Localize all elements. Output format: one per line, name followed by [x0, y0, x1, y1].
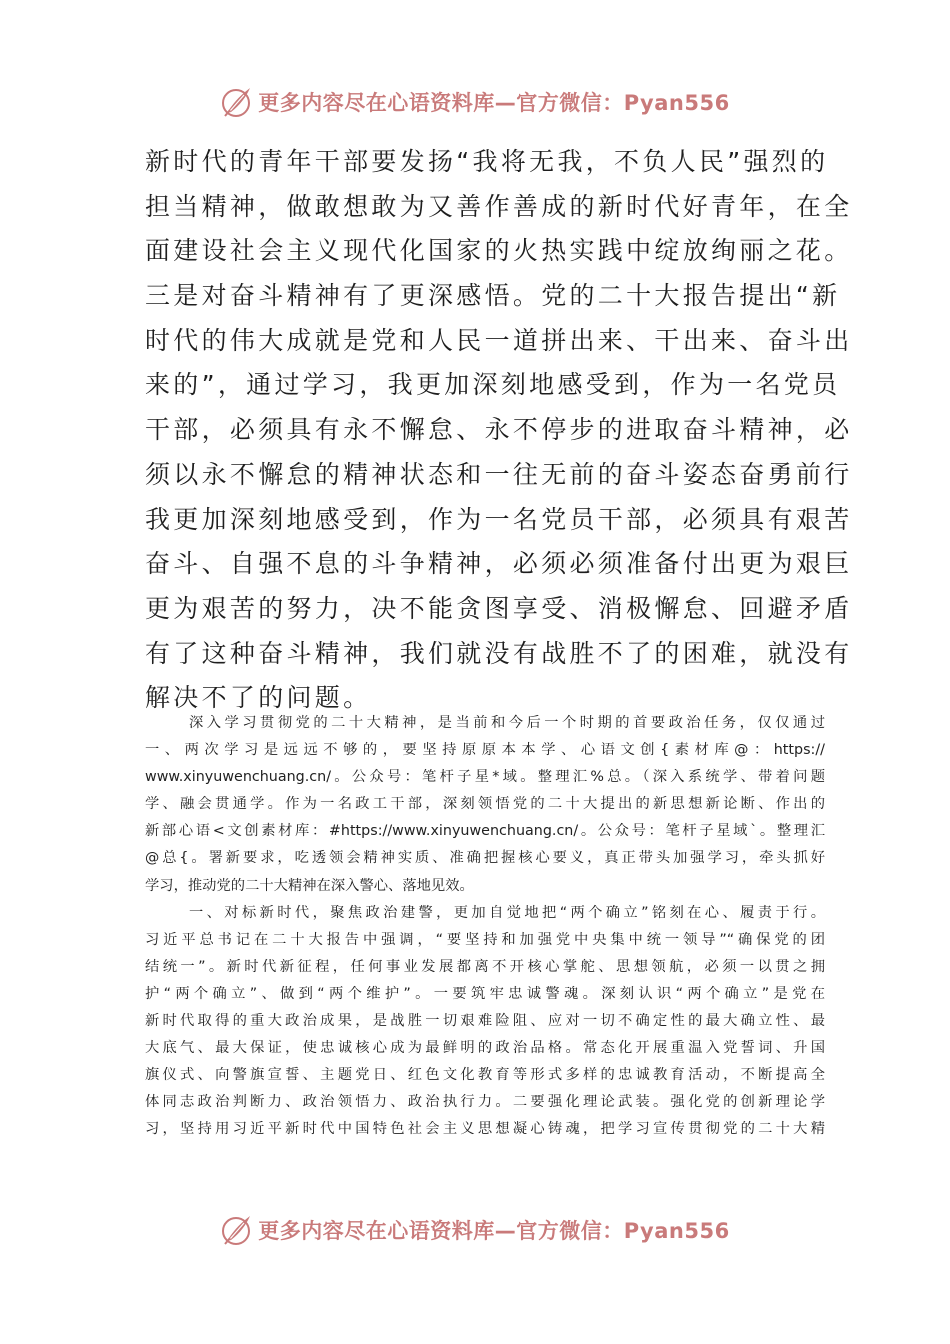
- text-line: www.xinyuwenchuang.cn/。公众号：笔杆子星*域。整理汇%总。（深入系统学、带着问题: [145, 769, 825, 786]
- text-line: 学、融会贯通学。作为一名政工干部，深刻领悟党的二十大提出的新思想新论断、作出的: [145, 796, 825, 813]
- text-line: 更为艰苦的努力，决不能贪图享受、消极懈怠、回避矛盾: [145, 593, 853, 623]
- text-line: 担当精神，做敢想敢为又善作善成的新时代好青年，在全: [145, 191, 853, 221]
- text-line: 奋斗、自强不息的斗争精神，必须必须准备付出更为艰巨: [145, 549, 853, 579]
- text-line: @总{。署新要求，吃透领会精神实质、准确把握核心要义，真正带头加强学习，牵头抓好: [145, 850, 825, 867]
- banner-text: 更多内容尽在心语资料库—官方微信：Pyan556: [258, 1219, 730, 1243]
- quill-pen-logo-icon: [220, 1213, 254, 1247]
- header-banner: [0, 82, 950, 122]
- text-line: 新时代的青年干部要发扬“我将无我，不负人民”强烈的: [145, 147, 829, 176]
- text-line: 来的”，通过学习，我更加深刻地感受到，作为一名党员: [145, 370, 841, 400]
- banner-text: 更多内容尽在心语资料库—官方微信：Pyan556: [258, 91, 730, 115]
- text-line: 体同志政治判断力、政治领悟力、政治执行力。二要强化理论武装。强化党的创新理论学: [145, 1094, 825, 1111]
- text-line: 学习，推动党的二十大精神在深入警心、落地见效。: [145, 877, 474, 894]
- text-line: 有了这种奋斗精神，我们就没有战胜不了的困难，就没有: [145, 638, 853, 668]
- quill-pen-logo-icon: [220, 85, 254, 119]
- paragraph-political-building: [145, 900, 825, 1144]
- text-line: 我更加深刻地感受到，作为一名党员干部，必须具有艰苦: [145, 504, 853, 534]
- text-line: 时代的伟大成就是党和人民一道拼出来、干出来、奋斗出: [145, 325, 853, 355]
- text-line: 习近平总书记在二十大报告中强调，“要坚持和加强党中央集中统一领导”“确保党的团: [145, 931, 825, 948]
- text-line: 干部，必须具有永不懈怠、永不停步的进取奋斗精神，必: [145, 415, 853, 445]
- text-line: 新时代取得的重大政治成果，是战胜一切艰难险阻、应对一切不确定性的最大确立性、最: [145, 1013, 825, 1030]
- text-line: 深入学习贯彻党的二十大精神，是当前和今后一个时期的首要政治任务，仅仅通过: [189, 715, 825, 731]
- text-line: 新部心语<文创素材库：#https://www.xinyuwenchuang.cn/。公众号：笔杆子星域`。整理汇: [145, 823, 825, 840]
- text-line: 解决不了的问题。: [145, 683, 372, 713]
- text-line: 面建设社会主义现代化国家的火热实践中绽放绚丽之花。: [145, 236, 853, 266]
- text-line: 习，坚持用习近平新时代中国特色社会主义思想凝心铸魂，把学习宣传贯彻党的二十大精: [145, 1121, 825, 1138]
- large-text-paragraph: [145, 140, 853, 721]
- text-line: 一、对标新时代，聚焦政治建警，更加自觉地把“两个确立”铭刻在心、履责于行。: [189, 904, 825, 921]
- text-line: 旗仪式、向警旗宣誓、主题党日、红色文化教育等形式多样的忠诚教育活动，不断提高全: [145, 1067, 825, 1084]
- text-line: 须以永不懈怠的精神状态和一往无前的奋斗姿态奋勇前行: [145, 459, 853, 489]
- text-line: 护“两个确立”、做到“两个维护”。一要筑牢忠诚警魂。深刻认识“两个确立”是党在: [145, 985, 825, 1002]
- paragraph-study: [145, 710, 825, 900]
- footer-banner: [0, 1210, 950, 1250]
- text-line: 三是对奋斗精神有了更深感悟。党的二十大报告提出“新: [145, 281, 841, 311]
- text-line: 大底气、最大保证，使忠诚核心成为最鲜明的政治品格。常态化开展重温入党誓词、升国: [145, 1040, 825, 1057]
- text-line: 结统一”。新时代新征程，任何事业发展都离不开核心掌舵、思想领航，必须一以贯之拥: [145, 958, 825, 975]
- body-text: [145, 710, 825, 1144]
- text-line: 一、两次学习是远远不够的，要坚持原原本本学、心语文创{素材库@：https://: [145, 742, 825, 759]
